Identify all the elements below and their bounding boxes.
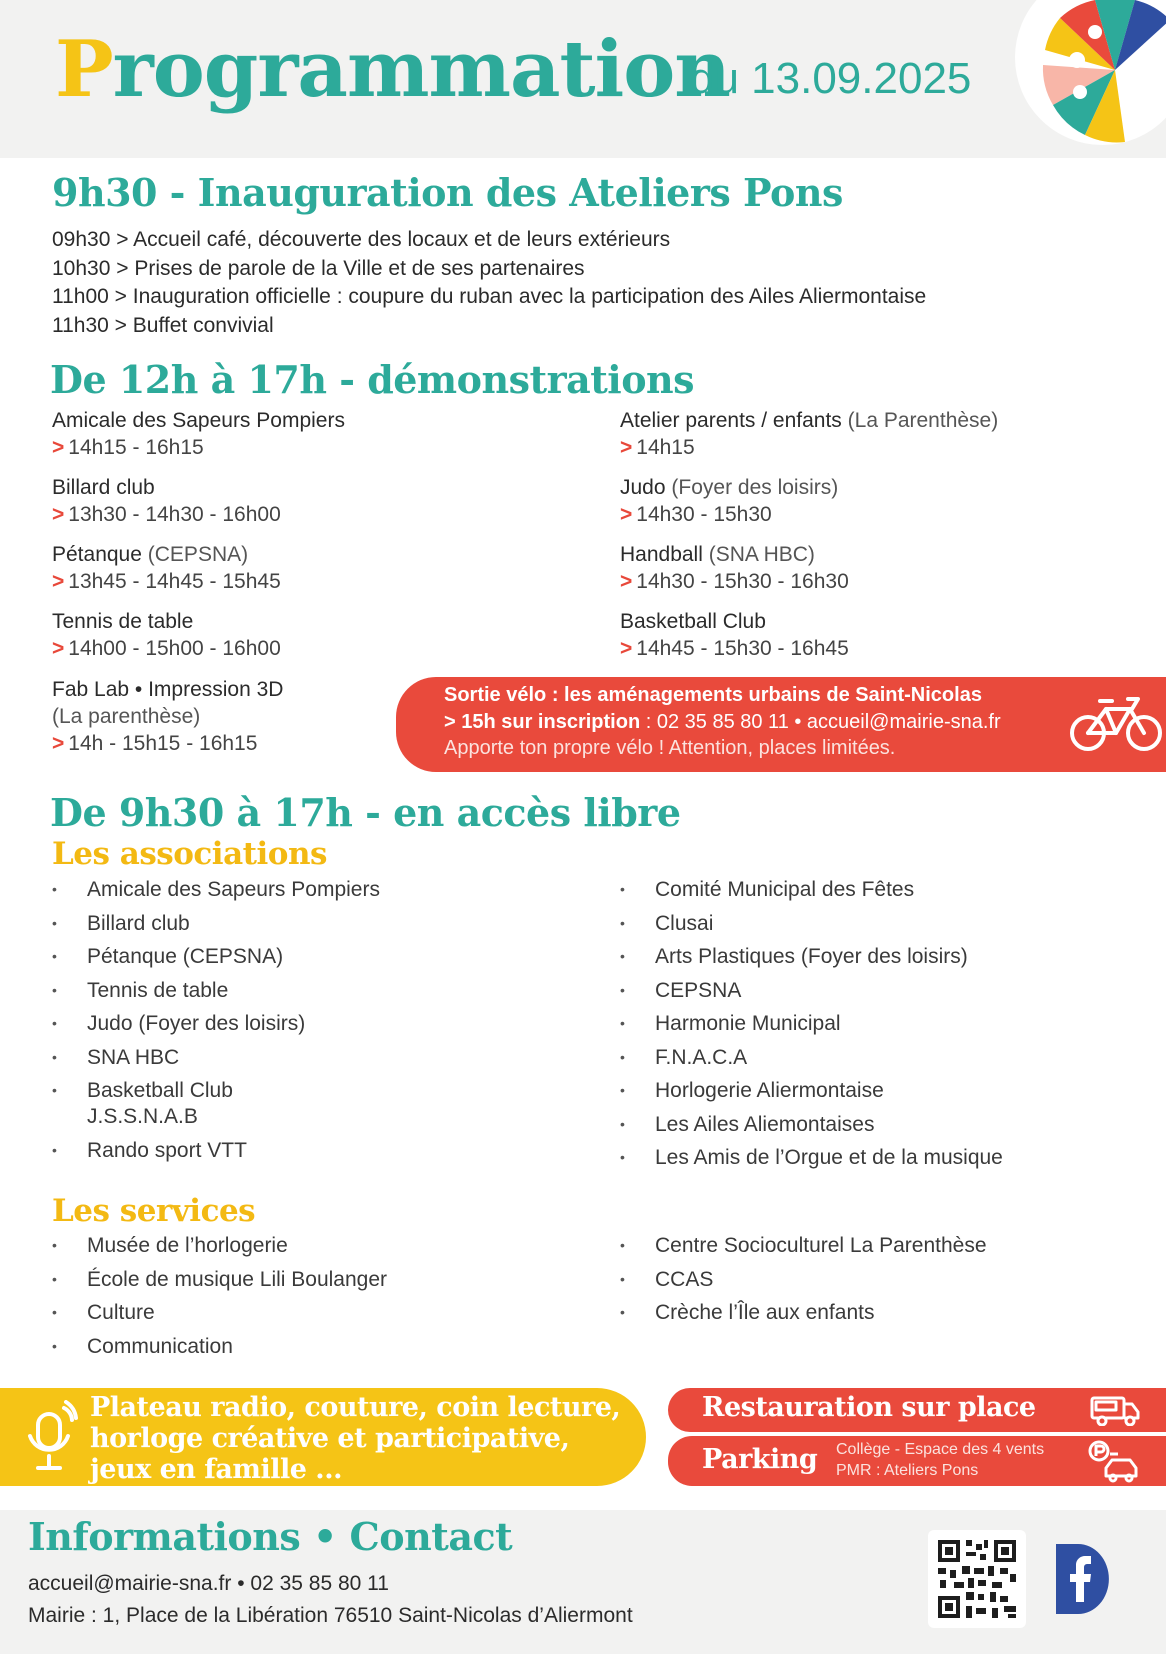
demo-time: 14h30 - 15h30 - 16h30 xyxy=(636,570,849,593)
list-item: • Pétanque (CEPSNA) xyxy=(52,940,380,974)
list-item: • F.N.A.C.A xyxy=(620,1041,1003,1075)
demo-item xyxy=(620,608,849,662)
parking-label: Parking xyxy=(702,1444,818,1475)
footer-heading: Informations • Contact xyxy=(28,1514,513,1559)
demo-venue: (Foyer des loisirs) xyxy=(671,476,839,499)
demo-name: Amicale des Sapeurs Pompiers xyxy=(52,409,345,432)
schedule-line: 11h30 > Buffet convivial xyxy=(52,313,274,337)
parking-pmr: PMR : Ateliers Pons xyxy=(836,1462,979,1479)
schedule-line: 10h30 > Prises de parole de la Ville et de ses partenaires xyxy=(52,256,585,280)
food-truck-icon xyxy=(1090,1394,1140,1426)
arrow-icon: > xyxy=(620,503,633,526)
list-item: • Billard club xyxy=(52,907,380,941)
arrow-icon: > xyxy=(52,436,65,459)
bike-tour-time: > 15h sur inscription xyxy=(444,711,641,733)
list-item: • Comité Municipal des Fêtes xyxy=(620,873,1003,907)
restauration-banner xyxy=(668,1388,1166,1432)
list-item: • Amicale des Sapeurs Pompiers xyxy=(52,873,380,907)
demo-venue: (SNA HBC) xyxy=(708,543,815,566)
list-item-continuation: J.S.S.N.A.B xyxy=(87,1104,198,1128)
arrow-icon: > xyxy=(620,436,633,459)
list-item: • CEPSNA xyxy=(620,974,1003,1008)
list-item: • CCAS xyxy=(620,1263,987,1297)
bike-tour-contact: : 02 35 85 80 11 • accueil@mairie-sna.fr xyxy=(640,711,1001,733)
list-item: • Crèche l’Île aux enfants xyxy=(620,1296,987,1330)
list-item: • Les Amis de l’Orgue et de la musique xyxy=(620,1141,1003,1175)
arrow-icon: > xyxy=(52,637,65,660)
list-item: • SNA HBC xyxy=(52,1041,380,1075)
flower-logo-icon xyxy=(1015,0,1166,145)
list-item: • Communication xyxy=(52,1330,387,1364)
list-item: • Les Ailes Aliemontaises xyxy=(620,1108,1003,1142)
demo-name: Atelier parents / enfants xyxy=(620,409,842,432)
services-list-left xyxy=(52,1229,387,1363)
demo-item xyxy=(52,676,283,757)
event-date: du 13.09.2025 xyxy=(690,54,972,103)
section-heading-inauguration: 9h30 - Inauguration des Ateliers Pons xyxy=(52,170,843,215)
demo-item xyxy=(620,407,998,461)
demo-name: Judo xyxy=(620,476,666,499)
activities-line: horloge créative et participative, xyxy=(90,1423,570,1454)
services-list-right xyxy=(620,1229,987,1330)
demo-name: Handball xyxy=(620,543,703,566)
parking-banner xyxy=(668,1436,1166,1486)
list-item: • Judo (Foyer des loisirs) xyxy=(52,1007,380,1041)
restauration-label: Restauration sur place xyxy=(702,1392,1036,1423)
facebook-icon[interactable] xyxy=(1054,1540,1116,1618)
list-item: • Clusai xyxy=(620,907,1003,941)
demo-name: Pétanque xyxy=(52,543,142,566)
footer xyxy=(0,1510,1166,1654)
contact-line: accueil@mairie-sna.fr • 02 35 85 80 11 xyxy=(28,1572,389,1595)
demo-name: Billard club xyxy=(52,476,155,499)
bike-tour-registration xyxy=(444,711,1001,734)
arrow-icon: > xyxy=(620,637,633,660)
activities-line: Plateau radio, couture, coin lecture, xyxy=(90,1392,621,1423)
bicycle-icon xyxy=(1068,691,1164,753)
arrow-icon: > xyxy=(620,570,633,593)
demo-time: 14h30 - 15h30 xyxy=(636,503,772,526)
schedule-line: 11h00 > Inauguration officielle : coupure du ruban avec la participation des Ailes Aliermontaise xyxy=(52,285,927,308)
demo-time: 13h45 - 14h45 - 15h45 xyxy=(68,570,281,593)
activities-banner xyxy=(0,1388,646,1486)
demo-item xyxy=(620,541,849,595)
demo-item xyxy=(52,474,281,528)
demo-name: Tennis de table xyxy=(52,610,194,633)
arrow-icon: > xyxy=(52,570,65,593)
list-item: • Rando sport VTT xyxy=(52,1134,380,1168)
activities-line: jeux en famille ... xyxy=(90,1454,343,1485)
demo-time: 14h - 15h15 - 16h15 xyxy=(68,732,258,755)
associations-heading: Les associations xyxy=(52,836,327,872)
bike-tour-title: Sortie vélo : les aménagements urbains de Saint-Nicolas xyxy=(444,684,982,706)
demo-venue: (CEPSNA) xyxy=(147,543,249,566)
bike-tour-note: Apporte ton propre vélo ! Attention, places limitées. xyxy=(444,737,896,759)
section-heading-acces-libre: De 9h30 à 17h - en accès libre xyxy=(50,790,681,835)
demo-time: 14h45 - 15h30 - 16h45 xyxy=(636,637,849,660)
demo-item xyxy=(52,407,345,461)
list-item: • Musée de l’horlogerie xyxy=(52,1229,387,1263)
list-item: • Harmonie Municipal xyxy=(620,1007,1003,1041)
qr-code-icon[interactable] xyxy=(928,1530,1026,1628)
schedule-line: 09h30 > Accueil café, découverte des locaux et de leurs extérieurs xyxy=(52,228,671,251)
demo-venue: (La Parenthèse) xyxy=(847,409,999,432)
associations-list-left xyxy=(52,873,380,1167)
bike-tour-banner xyxy=(396,677,1166,772)
demo-item xyxy=(620,474,838,528)
section-heading-demonstrations: De 12h à 17h - démonstrations xyxy=(50,357,695,402)
inauguration-schedule xyxy=(52,226,926,340)
demo-time: 14h15 - 16h15 xyxy=(68,436,204,459)
demo-time: 14h15 xyxy=(636,436,695,459)
associations-list-right xyxy=(620,873,1003,1175)
page-title xyxy=(55,24,730,115)
list-item: • Arts Plastiques (Foyer des loisirs) xyxy=(620,940,1003,974)
demo-time: 13h30 - 14h30 - 16h00 xyxy=(68,503,281,526)
demo-item xyxy=(52,608,281,662)
address-line: Mairie : 1, Place de la Libération 76510 Saint-Nicolas d’Aliermont xyxy=(28,1604,633,1627)
arrow-icon: > xyxy=(52,503,65,526)
list-item: • Basketball Club J.S.S.N.A.B xyxy=(52,1074,380,1130)
demo-name: Fab Lab • Impression 3D xyxy=(52,678,284,701)
services-heading: Les services xyxy=(52,1193,256,1229)
demo-venue: (La parenthèse) xyxy=(52,705,201,728)
microphone-icon xyxy=(22,1400,78,1476)
activities-text xyxy=(90,1392,620,1485)
parking-location: Collège - Espace des 4 vents xyxy=(836,1441,1045,1458)
list-item: • Culture xyxy=(52,1296,387,1330)
title-rest: rogrammation xyxy=(112,24,730,115)
parking-car-icon xyxy=(1088,1440,1140,1484)
demo-time: 14h00 - 15h00 - 16h00 xyxy=(68,637,281,660)
arrow-icon: > xyxy=(52,732,65,755)
list-item: • Tennis de table xyxy=(52,974,380,1008)
demo-name: Basketball Club xyxy=(620,610,766,633)
list-item: • École de musique Lili Boulanger xyxy=(52,1263,387,1297)
title-initial: P xyxy=(55,24,113,115)
demo-item xyxy=(52,541,281,595)
list-item: • Centre Socioculturel La Parenthèse xyxy=(620,1229,987,1263)
list-item: • Horlogerie Aliermontaise xyxy=(620,1074,1003,1108)
header-band xyxy=(0,0,1166,158)
